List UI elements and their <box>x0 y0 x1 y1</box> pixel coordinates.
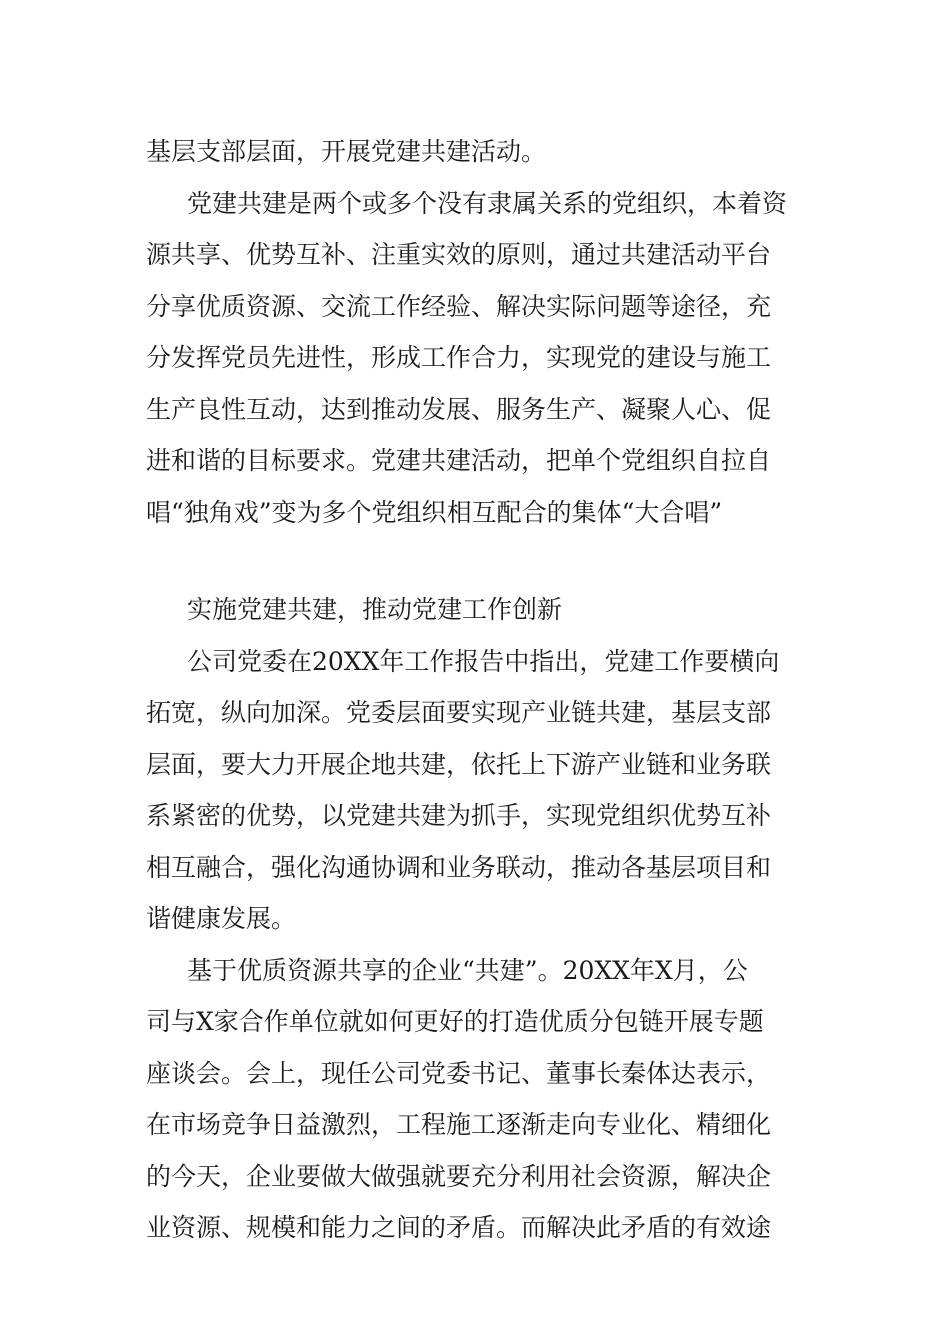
text-line: 业资源、规模和能力之间的矛盾。而解决此矛盾的有效途 <box>146 1213 772 1242</box>
text-line: 的今天，企业要做大做强就要充分利用社会资源，解决企 <box>146 1161 772 1191</box>
text-line: 谐健康发展。 <box>146 904 297 933</box>
text-line: 分享优质资源、交流工作经验、解决实际问题等途径，充 <box>146 291 772 321</box>
text-line: 拓宽，纵向加深。党委层面要实现产业链共建，基层支部 <box>146 698 772 727</box>
text-line: 党建共建是两个或多个没有隶属关系的党组织，本着资 <box>187 188 788 218</box>
text-line: 基层支部层面，开展党建共建活动。 <box>146 137 547 166</box>
text-line: 相互融合，强化沟通协调和业务联动，推动各基层项目和 <box>146 852 772 882</box>
text-line: 生产良性互动，达到推动发展、服务生产、凝聚人心、促 <box>146 394 772 424</box>
text-line: 座谈会。会上，现任公司党委书记、董事长秦体达表示， <box>146 1058 772 1088</box>
text-line: 进和谐的目标要求。党建共建活动，把单个党组织自拉自 <box>146 446 772 475</box>
text-line: 源共享、优势互补、注重实效的原则，通过共建活动平台 <box>146 240 772 269</box>
text-line: 基于优质资源共享的企业“共建”。20XX年X月，公 <box>187 955 748 985</box>
text-line: 在市场竞争日益激烈，工程施工逐渐走向专业化、精细化 <box>146 1110 772 1139</box>
text-line: 司与X家合作单位就如何更好的打造优质分包链开展专题 <box>146 1007 764 1036</box>
text-line: 系紧密的优势，以党建共建为抓手，实现党组织优势互补 <box>146 801 772 830</box>
document-body <box>146 126 808 1254</box>
section-heading: 实施党建共建，推动党建工作创新 <box>187 595 563 624</box>
text-line: 层面，要大力开展企地共建，依托上下游产业链和业务联 <box>146 749 772 779</box>
text-line: 分发挥党员先进性，形成工作合力，实现党的建设与施工 <box>146 343 772 372</box>
text-line: 唱“独角戏”变为多个党组织相互配合的集体“大合唱” <box>146 497 723 527</box>
text-line: 公司党委在20XX年工作报告中指出，党建工作要横向 <box>187 646 780 676</box>
